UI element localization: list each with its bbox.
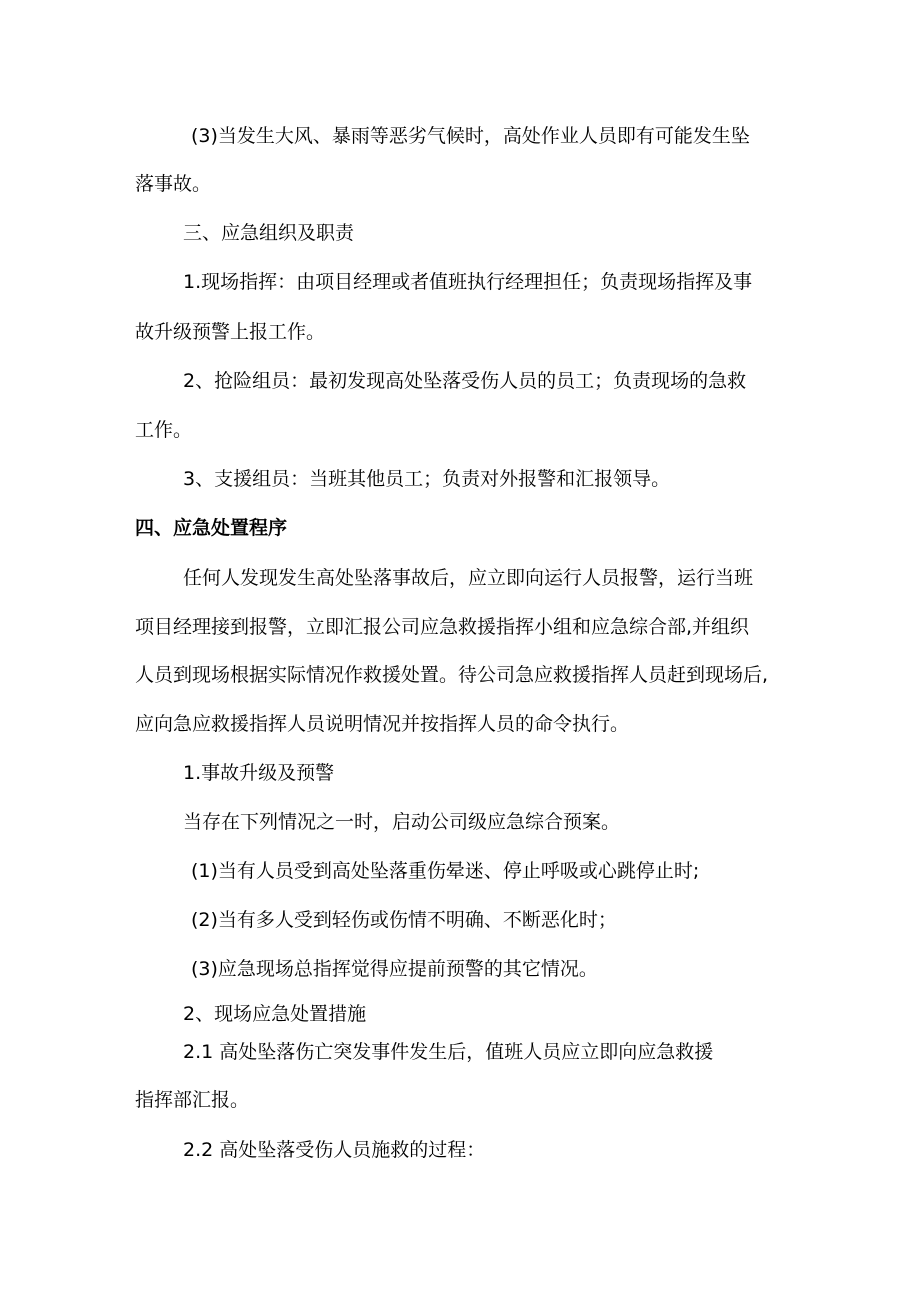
para-procedure-line-4: 应向急应救援指挥人员说明情况并按指挥人员的命令执行。: [135, 713, 630, 735]
para-procedure-line-2: 项目经理接到报警，立即汇报公司应急救援指挥小组和应急综合部,并组织: [135, 616, 750, 638]
subheading-measures: 2、现场应急处置措施: [183, 1003, 367, 1025]
para-procedure-line-1: 任何人发现发生高处坠落事故后，应立即向运行人员报警，运行当班: [183, 567, 754, 589]
subheading-escalation: 1.事故升级及预警: [183, 762, 335, 784]
para-weather-line-1: (3)当发生大风、暴雨等恶劣气候时，高处作业人员即有可能发生坠: [191, 125, 750, 147]
item-rescue-line-2: 工作。: [135, 419, 193, 441]
section-heading-4: 四、应急处置程序: [135, 517, 288, 539]
section-heading-3: 三、应急组织及职责: [183, 222, 355, 244]
measure-2-1-line-1: 2.1 高处坠落伤亡突发事件发生后，值班人员应立即向应急救援: [183, 1041, 714, 1063]
para-conditions: 当存在下列情况之一时，启动公司级应急综合预案。: [183, 811, 621, 833]
condition-1: (1)当有人员受到高处坠落重伤晕迷、停止呼吸或心跳停止时;: [191, 860, 700, 882]
para-weather-line-2: 落事故。: [135, 173, 212, 195]
condition-2: (2)当有多人受到轻伤或伤情不明确、不断恶化时；: [191, 909, 617, 931]
measure-2-1-line-2: 指挥部汇报。: [135, 1089, 250, 1111]
condition-3: (3)应急现场总指挥觉得应提前预警的其它情况。: [191, 958, 598, 980]
para-procedure-line-3: 人员到现场根据实际情况作救援处置。待公司急应救援指挥人员赶到现场后,: [135, 664, 769, 686]
item-rescue-line-1: 2、抢险组员：最初发现高处坠落受伤人员的员工；负责现场的急救: [183, 370, 747, 392]
measure-2-2: 2.2 高处坠落受伤人员施救的过程：: [183, 1139, 486, 1161]
item-commander-line-1: 1.现场指挥：由项目经理或者值班执行经理担任；负责现场指挥及事: [183, 271, 753, 293]
item-support: 3、支援组员：当班其他员工；负责对外报警和汇报领导。: [183, 468, 671, 490]
item-commander-line-2: 故升级预警上报工作。: [135, 321, 326, 343]
